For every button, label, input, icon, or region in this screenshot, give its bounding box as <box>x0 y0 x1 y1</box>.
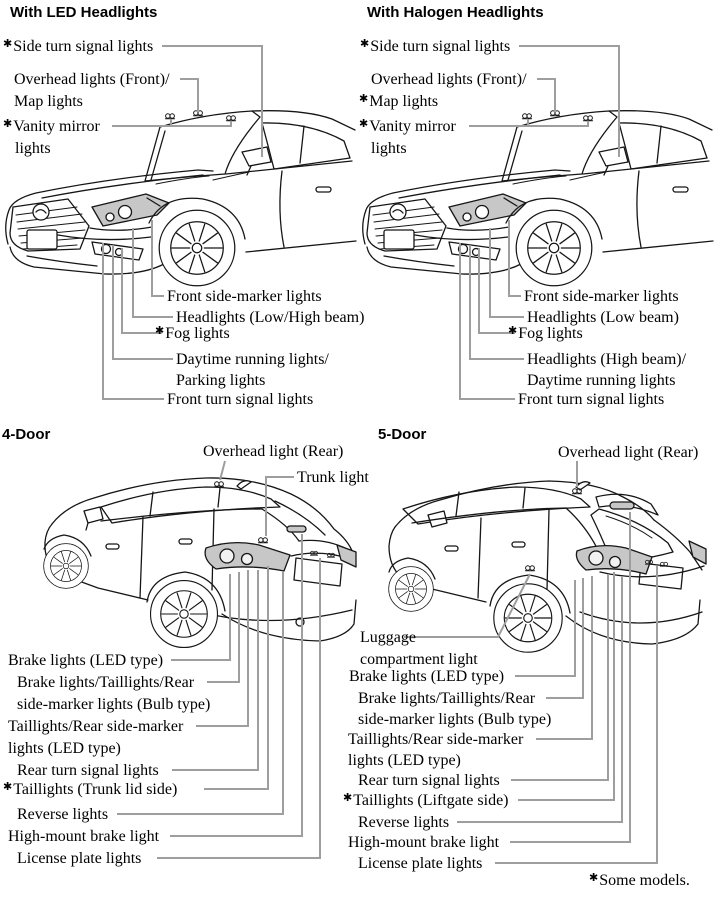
some-models-footnote <box>589 872 690 890</box>
label-led-front-turn-signal-lights <box>167 391 313 408</box>
label-text: Side turn signal lights <box>13 38 154 55</box>
label-4d-brake-taillights-line2 <box>17 696 210 713</box>
label-5d-brake-taillights-line2 <box>358 711 551 728</box>
label-4d-high-mount-brake-light <box>8 828 159 845</box>
asterisk-marker: ✱ <box>3 117 13 130</box>
label-halogen-side-turn-signal-lights <box>360 38 510 56</box>
label-halogen-headlights-high-beam <box>527 351 686 368</box>
label-text: Brake lights/Taillights/Rear <box>17 674 195 691</box>
asterisk-marker: ✱ <box>589 871 599 884</box>
label-5d-taillights-liftgate <box>343 792 509 810</box>
label-4d-taillights-led-line2 <box>8 740 121 757</box>
label-halogen-overhead-lights-front <box>371 71 527 88</box>
label-5d-taillights-led-line1 <box>348 731 523 748</box>
label-text: lights (LED type) <box>8 740 121 757</box>
label-text: Parking lights <box>176 372 266 389</box>
halogen-front-car-illustration <box>363 111 713 286</box>
label-text: Front side-marker lights <box>167 288 322 305</box>
asterisk-marker: ✱ <box>155 324 165 337</box>
label-text: Taillights/Rear side-marker <box>8 718 184 735</box>
asterisk-marker: ✱ <box>3 780 13 793</box>
label-5d-rear-turn-signal-lights <box>358 772 500 789</box>
section-title-led: With LED Headlights <box>10 4 158 21</box>
label-text: Daytime running lights/ <box>176 351 329 368</box>
label-text: Rear turn signal lights <box>358 772 500 789</box>
label-4d-overhead-light-rear <box>203 443 343 460</box>
label-halogen-vanity-mirror <box>359 118 456 136</box>
label-5d-luggage-line2 <box>360 651 478 668</box>
label-text: Overhead light (Rear) <box>558 444 699 461</box>
label-5d-brake-lights-led <box>349 668 504 685</box>
label-text: Front turn signal lights <box>167 391 314 408</box>
label-halogen-fog-lights <box>508 325 583 343</box>
label-text: Fog lights <box>518 325 583 342</box>
label-text: License plate lights <box>17 850 142 867</box>
label-5d-overhead-light-rear <box>558 444 698 461</box>
section-title-halogen: With Halogen Headlights <box>367 4 544 21</box>
label-led-parking-lights <box>176 372 265 389</box>
label-5d-luggage-line1 <box>360 629 416 646</box>
label-text: Headlights (Low beam) <box>527 309 679 326</box>
label-text: Headlights (Low/High beam) <box>176 309 365 326</box>
label-halogen-front-turn-signal-lights <box>518 391 664 408</box>
label-text: Map lights <box>14 93 83 110</box>
label-led-vanity-mirror-lights <box>15 140 51 157</box>
label-4d-rear-turn-signal-lights <box>17 762 159 779</box>
label-led-front-side-marker-lights <box>167 288 322 305</box>
label-text: lights <box>371 140 407 157</box>
label-text: Headlights (High beam)/ <box>527 351 687 368</box>
label-4d-trunk-light <box>297 469 369 486</box>
label-text: Overhead lights (Front)/ <box>371 71 527 88</box>
label-text: Reverse lights <box>358 814 450 831</box>
label-text: Brake lights (LED type) <box>349 668 505 685</box>
asterisk-marker: ✱ <box>359 92 369 105</box>
label-halogen-map-lights <box>359 93 438 111</box>
section-title-five-door: 5-Door <box>378 426 427 443</box>
label-text: compartment light <box>360 651 478 668</box>
label-4d-taillights-led-line1 <box>8 718 183 735</box>
label-led-daytime-running-lights <box>176 351 329 368</box>
five-door-rear-car-illustration <box>389 481 706 652</box>
label-text: License plate lights <box>358 855 483 872</box>
label-text: side-marker lights (Bulb type) <box>17 696 211 713</box>
footnote-text: Some models. <box>599 872 690 889</box>
label-text: side-marker lights (Bulb type) <box>358 711 552 728</box>
label-text: lights <box>15 140 51 157</box>
label-5d-high-mount-brake-light <box>348 834 499 851</box>
asterisk-marker: ✱ <box>508 324 518 337</box>
label-5d-reverse-lights <box>358 814 449 831</box>
label-4d-license-plate-lights <box>17 850 141 867</box>
asterisk-marker: ✱ <box>3 37 13 50</box>
label-text: Front side-marker lights <box>524 288 679 305</box>
label-5d-brake-taillights-line1 <box>358 690 535 707</box>
label-text: Fog lights <box>165 325 230 342</box>
label-halogen-front-side-marker-lights <box>524 288 679 305</box>
label-text: Taillights/Rear side-marker <box>348 731 524 748</box>
label-text: Front turn signal lights <box>518 391 665 408</box>
label-halogen-headlights-low-beam <box>527 309 679 326</box>
label-led-vanity-mirror <box>3 118 100 136</box>
label-halogen-daytime-running-lights <box>527 372 675 389</box>
label-led-side-turn-signal-lights <box>3 38 153 56</box>
label-text: Reverse lights <box>17 806 109 823</box>
label-text: Brake lights (LED type) <box>8 652 164 669</box>
label-text: Daytime running lights <box>527 372 676 389</box>
label-text: Side turn signal lights <box>370 38 511 55</box>
label-led-fog-lights <box>155 325 230 343</box>
label-led-overhead-lights-front <box>14 71 170 88</box>
label-text: Brake lights/Taillights/Rear <box>358 690 536 707</box>
label-5d-license-plate-lights <box>358 855 482 872</box>
label-text: Luggage <box>360 629 416 646</box>
label-5d-taillights-led-line2 <box>348 752 461 769</box>
label-text: Overhead light (Rear) <box>203 443 344 460</box>
label-text: High-mount brake light <box>348 834 500 851</box>
led-front-car-illustration <box>6 111 356 286</box>
asterisk-marker: ✱ <box>360 37 370 50</box>
asterisk-marker: ✱ <box>359 117 369 130</box>
label-text: Vanity mirror <box>369 118 456 135</box>
label-led-headlights <box>176 309 364 326</box>
label-text: Map lights <box>369 93 439 110</box>
label-text: Trunk light <box>297 469 369 486</box>
asterisk-marker: ✱ <box>343 791 353 804</box>
label-4d-brake-taillights-line1 <box>17 674 194 691</box>
label-text: Vanity mirror <box>13 118 100 135</box>
label-text: Taillights (Trunk lid side) <box>13 781 178 798</box>
label-text: Rear turn signal lights <box>17 762 159 779</box>
label-4d-taillights-trunk-lid <box>3 781 177 799</box>
label-text: High-mount brake light <box>8 828 160 845</box>
four-door-rear-car-illustration <box>44 478 356 648</box>
section-title-four-door: 4-Door <box>2 426 51 443</box>
label-text: Taillights (Liftgate side) <box>353 792 509 809</box>
label-halogen-vanity-mirror-lights <box>371 140 407 157</box>
label-text: lights (LED type) <box>348 752 461 769</box>
label-4d-reverse-lights <box>17 806 108 823</box>
label-led-map-lights <box>14 93 83 110</box>
label-text: Overhead lights (Front)/ <box>14 71 170 88</box>
label-4d-brake-lights-led <box>8 652 163 669</box>
